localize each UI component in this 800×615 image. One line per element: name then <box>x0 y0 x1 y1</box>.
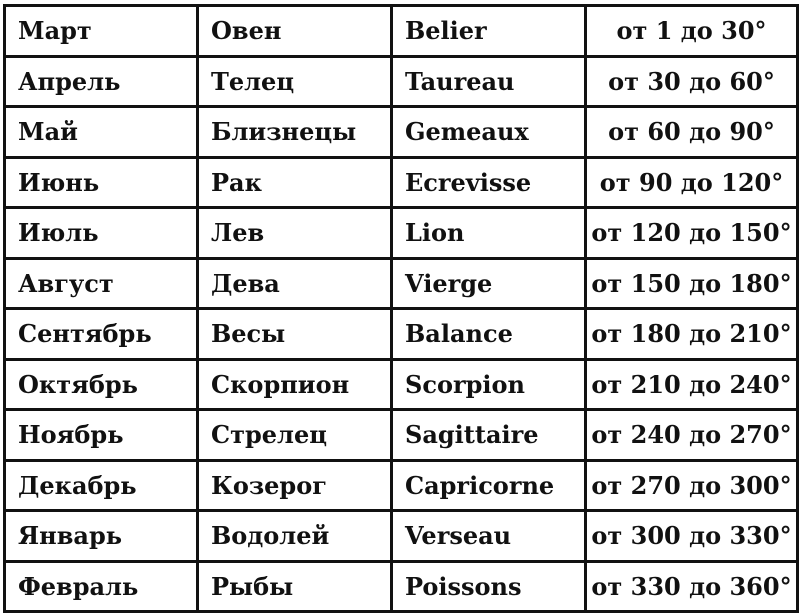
sign-fr-cell: Taureau <box>392 56 586 107</box>
month-cell: Январь <box>5 511 198 562</box>
degree-range-cell: от 150 до 180° <box>586 258 798 309</box>
table-row <box>5 208 798 259</box>
table-row <box>5 410 798 461</box>
degree-range-cell: от 270 до 300° <box>586 460 798 511</box>
sign-ru-cell: Скорпион <box>198 359 392 410</box>
sign-fr-cell: Capricorne <box>392 460 586 511</box>
sign-ru-cell: Овен <box>198 6 392 57</box>
table-body <box>5 6 798 612</box>
table-row <box>5 157 798 208</box>
degree-range-cell: от 120 до 150° <box>586 208 798 259</box>
table-row <box>5 6 798 57</box>
sign-fr-cell: Ecrevisse <box>392 157 586 208</box>
table-row <box>5 511 798 562</box>
sign-ru-cell: Весы <box>198 309 392 360</box>
table-row <box>5 460 798 511</box>
month-cell: Март <box>5 6 198 57</box>
zodiac-table <box>3 4 799 613</box>
degree-range-cell: от 210 до 240° <box>586 359 798 410</box>
sign-ru-cell: Телец <box>198 56 392 107</box>
sign-fr-cell: Poissons <box>392 561 586 612</box>
sign-ru-cell: Стрелец <box>198 410 392 461</box>
degree-range-cell: от 240 до 270° <box>586 410 798 461</box>
table-row <box>5 107 798 158</box>
sign-ru-cell: Дева <box>198 258 392 309</box>
sign-fr-cell: Belier <box>392 6 586 57</box>
degree-range-cell: от 330 до 360° <box>586 561 798 612</box>
sign-fr-cell: Vierge <box>392 258 586 309</box>
month-cell: Август <box>5 258 198 309</box>
month-cell: Октябрь <box>5 359 198 410</box>
table-row <box>5 56 798 107</box>
month-cell: Сентябрь <box>5 309 198 360</box>
month-cell: Апрель <box>5 56 198 107</box>
month-cell: Декабрь <box>5 460 198 511</box>
degree-range-cell: от 90 до 120° <box>586 157 798 208</box>
month-cell: Февраль <box>5 561 198 612</box>
month-cell: Июль <box>5 208 198 259</box>
table-row <box>5 258 798 309</box>
degree-range-cell: от 1 до 30° <box>586 6 798 57</box>
degree-range-cell: от 180 до 210° <box>586 309 798 360</box>
sign-fr-cell: Gemeaux <box>392 107 586 158</box>
sign-ru-cell: Рыбы <box>198 561 392 612</box>
month-cell: Июнь <box>5 157 198 208</box>
sign-ru-cell: Близнецы <box>198 107 392 158</box>
sign-fr-cell: Balance <box>392 309 586 360</box>
table-row <box>5 309 798 360</box>
sign-ru-cell: Водолей <box>198 511 392 562</box>
degree-range-cell: от 30 до 60° <box>586 56 798 107</box>
table-row <box>5 359 798 410</box>
sign-ru-cell: Козерог <box>198 460 392 511</box>
degree-range-cell: от 300 до 330° <box>586 511 798 562</box>
sign-fr-cell: Scorpion <box>392 359 586 410</box>
table-row <box>5 561 798 612</box>
sign-fr-cell: Lion <box>392 208 586 259</box>
sign-ru-cell: Лев <box>198 208 392 259</box>
month-cell: Май <box>5 107 198 158</box>
degree-range-cell: от 60 до 90° <box>586 107 798 158</box>
sign-fr-cell: Verseau <box>392 511 586 562</box>
sign-fr-cell: Sagittaire <box>392 410 586 461</box>
month-cell: Ноябрь <box>5 410 198 461</box>
sign-ru-cell: Рак <box>198 157 392 208</box>
